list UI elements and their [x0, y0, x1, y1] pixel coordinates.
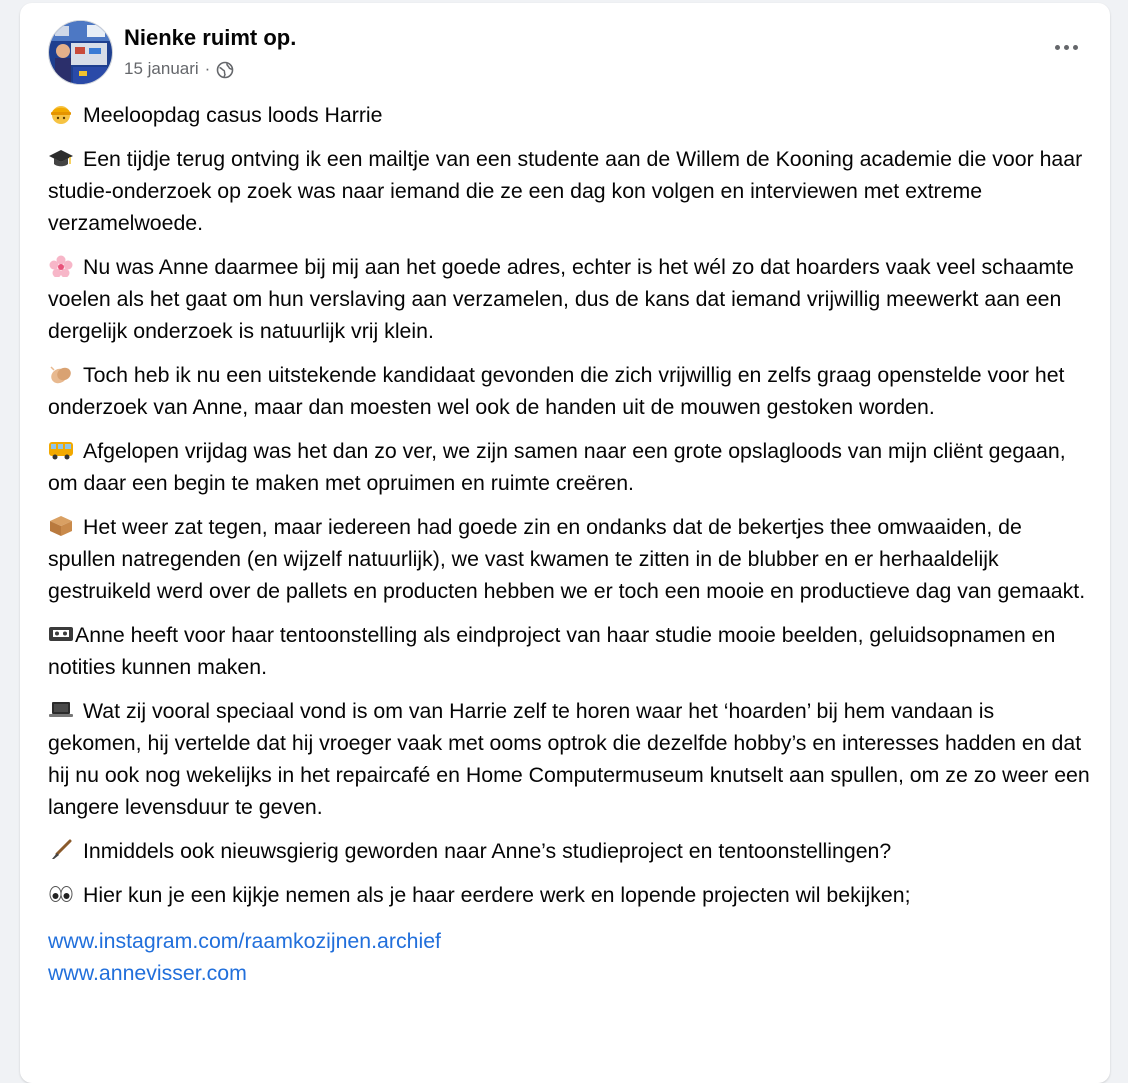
- paragraph: Hier kun je een kijkje nemen als je haar eerdere werk en lopende projecten wil bekijken;: [48, 879, 1093, 911]
- construction-worker-emoji: [48, 103, 74, 125]
- avatar[interactable]: [48, 20, 113, 85]
- post-card: [20, 3, 1110, 1083]
- website-link[interactable]: www.annevisser.com: [48, 961, 247, 985]
- paintbrush-emoji: [48, 839, 74, 861]
- more-options-button[interactable]: [1048, 35, 1084, 59]
- post-links: [48, 925, 1093, 989]
- paragraph: Anne heeft voor haar tentoonstelling als eindproject van haar studie mooie beelden, geluidsopnamen en notities kunnen maken.: [48, 623, 1056, 679]
- bus-emoji: [48, 439, 74, 461]
- meta-separator: ·: [204, 58, 211, 78]
- paragraph: Meeloopdag casus loods Harrie: [48, 99, 1093, 131]
- paragraph: Toch heb ik nu een uitstekende kandidaat gevonden die zich vrijwillig en zelfs graag openstelde voor het onderzoek van Anne, maar dan moesten wel ook de handen uit de mouwen gestoken worden.: [48, 363, 1065, 419]
- instagram-link[interactable]: www.instagram.com/raamkozijnen.archief: [48, 929, 441, 953]
- paragraph: Het weer zat tegen, maar iedereen had goede zin en ondanks dat de bekertjes thee omwaaiden, de spullen natregenden (en wijzelf natuurlijk), we vast kwamen te zitten in de blubber en er herhaaldelijk gestruikeld werd over de pallets en producten hebben we er toch een mooie en productieve dag van gemaakt.: [48, 515, 1086, 603]
- videocassette-emoji: [48, 623, 74, 645]
- paragraph: Een tijdje terug ontving ik een mailtje van een studente aan de Willem de Kooning academie die voor haar studie-onderzoek op zoek was naar iemand die ze een dag kon volgen en interviewen met extreme verzamelwoede.: [48, 147, 1083, 235]
- laptop-emoji: [48, 699, 74, 721]
- dot-icon: [1064, 45, 1069, 50]
- graduation-cap-emoji: [48, 147, 74, 169]
- avatar-image: [49, 21, 112, 84]
- post-text: [48, 99, 1093, 989]
- post-date[interactable]: 15 januari: [124, 58, 199, 78]
- author-name[interactable]: Nienke ruimt op.: [124, 25, 297, 50]
- paragraph: Inmiddels ook nieuwsgierig geworden naar Anne’s studieproject en tentoonstellingen?: [48, 835, 1093, 867]
- eyes-emoji: [48, 883, 74, 905]
- globe-icon[interactable]: [216, 61, 234, 79]
- post-meta: [124, 58, 234, 79]
- clapping-hands-emoji: [48, 363, 74, 385]
- dot-icon: [1055, 45, 1060, 50]
- cherry-blossom-emoji: [48, 255, 74, 277]
- paragraph: Wat zij vooral speciaal vond is om van Harrie zelf te horen waar het ‘hoarden’ bij hem vandaan is gekomen, hij vertelde dat hij vroeger vaak met ooms optrok die dezelfde hobby’s en interesses hadden en dat hij nu ook nog wekelijks in het repaircafé en Home Computermuseum knutselt aan spullen, om ze zo weer een langere levensduur te geven.: [48, 699, 1090, 819]
- dot-icon: [1073, 45, 1078, 50]
- paragraph: Nu was Anne daarmee bij mij aan het goede adres, echter is het wél zo dat hoarders vaak veel schaamte voelen als het gaat om hun verslaving aan verzamelen, dus de kans dat iemand vrijwillig meewerkt aan een dergelijk onderzoek is natuurlijk vrij klein.: [48, 255, 1074, 343]
- paragraph: Afgelopen vrijdag was het dan zo ver, we zijn samen naar een grote opslagloods van mijn cliënt gegaan, om daar een begin te maken met opruimen en ruimte creëren.: [48, 439, 1066, 495]
- package-emoji: [48, 515, 74, 537]
